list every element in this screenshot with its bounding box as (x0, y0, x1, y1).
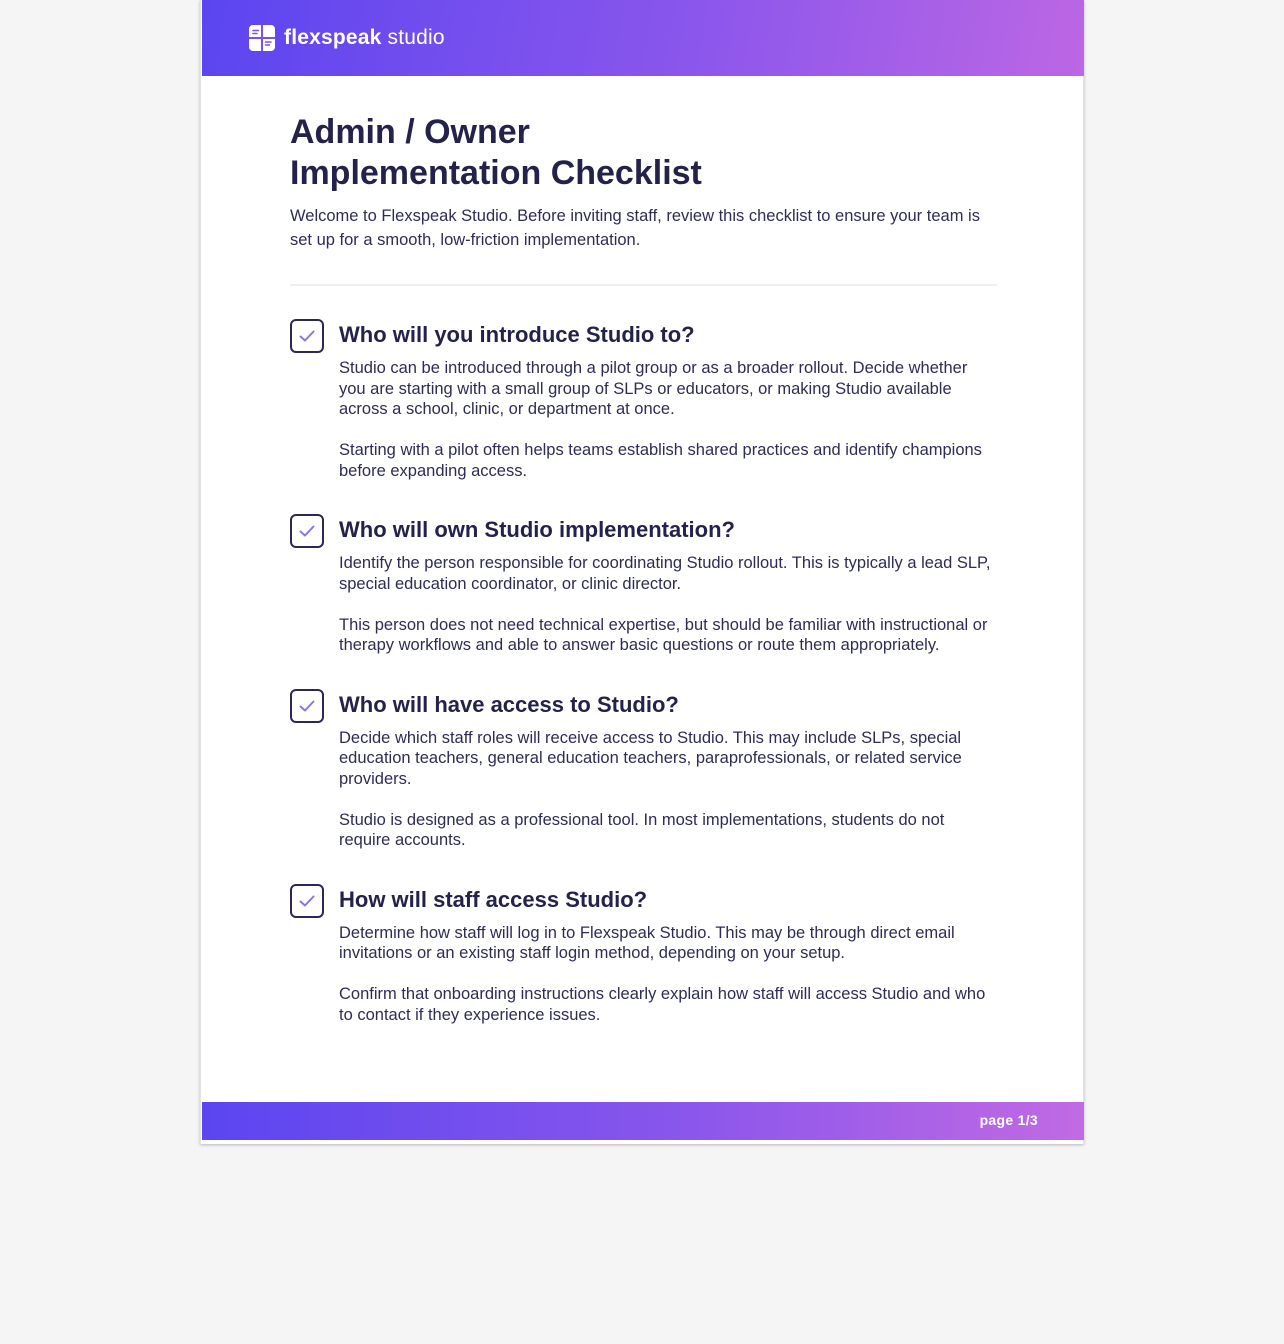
page-header (202, 0, 1084, 76)
title-line-2: Implementation Checklist (290, 154, 702, 192)
section-divider (290, 284, 997, 286)
checklist-item-paragraph: Studio can be introduced through a pilot group or as a broader rollout. Decide whether you are starting with a small group of SLPs or educators, or making Studio available across a school, clinic, or department at once. (339, 359, 968, 418)
checklist (290, 318, 998, 1025)
flexspeak-logo-icon (249, 25, 275, 51)
document-page (200, 0, 1084, 1144)
checklist-item-paragraph: Starting with a pilot often helps teams establish shared practices and identify champions before expanding access. (339, 441, 982, 480)
checkmark-icon (298, 329, 316, 343)
checklist-item-title: How will staff access Studio? (339, 886, 648, 912)
brand-logo (249, 24, 445, 52)
checklist-item (290, 883, 998, 1026)
checkmark-icon (298, 699, 316, 713)
page-title (290, 112, 998, 194)
checklist-item-paragraph: Decide which staff roles will receive access to Studio. This may include SLPs, special education teachers, general education teachers, paraprofessionals, or related service providers. (339, 728, 962, 788)
title-line-1: Admin / Owner (290, 113, 530, 151)
checklist-item-paragraph: This person does not need technical expertise, but should be familiar with instructional or therapy workflows and able to answer basic questions or route them appropriately. (339, 615, 988, 654)
checklist-item-title: Who will have access to Studio? (339, 691, 679, 717)
checklist-item (290, 513, 998, 656)
brand-name-light: studio (387, 26, 445, 49)
checklist-item-title: Who will you introduce Studio to? (339, 322, 695, 347)
checkmark-icon (298, 524, 316, 538)
checklist-item-title: Who will own Studio implementation? (339, 517, 735, 542)
checkbox[interactable] (290, 514, 324, 548)
page-footer (202, 1102, 1084, 1140)
page-number: page 1/3 (979, 1112, 1038, 1128)
intro-paragraph: Welcome to Flexspeak Studio. Before inviting staff, review this checklist to ensure your team is set up for a smooth, low-friction implementation. (290, 207, 980, 249)
document-content (290, 112, 998, 1057)
checklist-item-paragraph: Studio is designed as a professional tool. In most implementations, students do not require accounts. (339, 810, 945, 849)
brand-name-bold: flexspeak (284, 26, 382, 49)
checkmark-icon (298, 894, 316, 908)
checklist-item-paragraph: Confirm that onboarding instructions clearly explain how staff will access Studio and who to contact if they experience issues. (339, 985, 986, 1024)
checklist-item (290, 318, 998, 481)
checkbox[interactable] (290, 319, 324, 353)
checklist-item (290, 688, 998, 851)
brand-name (284, 26, 445, 50)
checkbox[interactable] (290, 689, 324, 723)
checkbox[interactable] (290, 884, 324, 918)
checklist-item-paragraph: Determine how staff will log in to Flexspeak Studio. This may be through direct email invitations or an existing staff login method, depending on your setup. (339, 923, 955, 962)
checklist-item-paragraph: Identify the person responsible for coordinating Studio rollout. This is typically a lead SLP, special education coordinator, or clinic director. (339, 554, 991, 593)
